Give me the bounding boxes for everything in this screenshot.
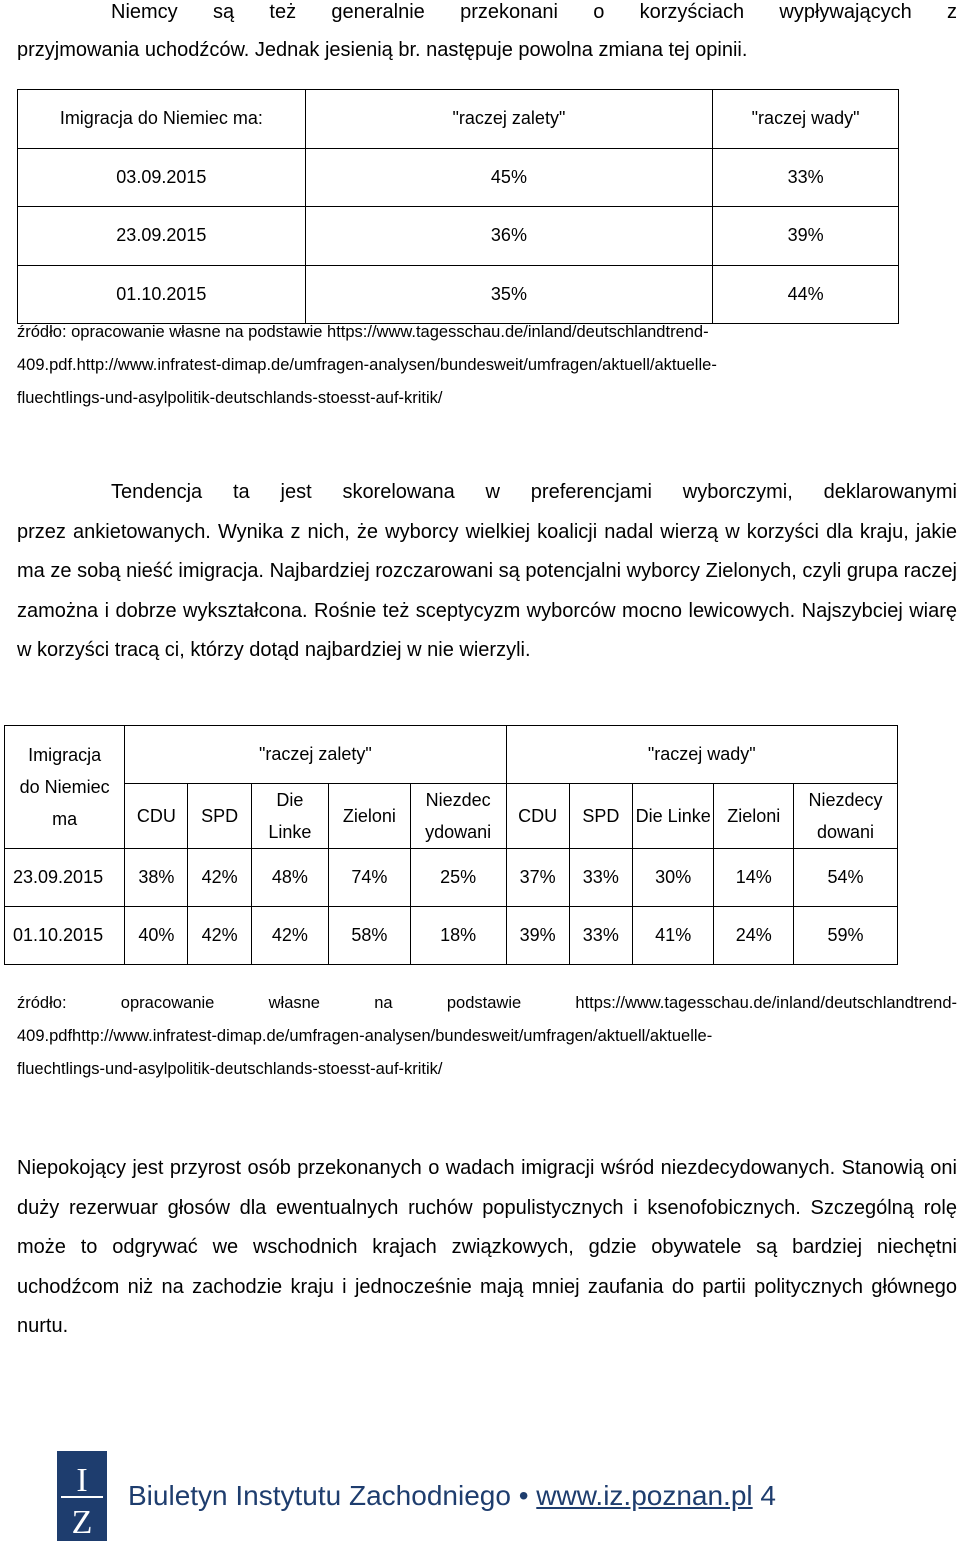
value-cell: 39% [506,907,569,965]
value-cell: 54% [793,849,897,907]
table-subheader-row [5,784,898,849]
source-line: źródło: opracowanie własne na podstawie https://www.tagesschau.de/inland/deutschlandtrend- [17,323,709,341]
group-header-pros: "raczej zalety" [125,726,506,784]
footer-title: Biuletyn Instytutu Zachodniego [128,1480,511,1511]
source-line: źródło: opracowanie własne na podstawie https://www.tagesschau.de/inland/deutschlandtrend- [17,994,957,1012]
source-line: 409.pdf.http://www.infratest-dimap.de/umfragen-analysen/bundesweit/umfragen/aktuell/aktuelle- [17,356,717,374]
value-cell: 44% [713,265,899,324]
date-cell: 01.10.2015 [18,265,306,324]
table-row [18,148,899,207]
table-header-cell: "raczej wady" [713,90,899,149]
value-cell: 59% [793,907,897,965]
website-link[interactable]: www.iz.poznan.pl [536,1480,753,1511]
value-cell: 45% [305,148,712,207]
value-cell: 48% [251,849,328,907]
value-cell: 14% [714,849,794,907]
party-preferences-table [4,725,898,965]
party-cell: SPD [188,784,251,849]
value-cell: 24% [714,907,794,965]
party-cell: CDU [125,784,188,849]
table-header-cell: Imigracja do Niemiec ma: [18,90,306,149]
tendency-first-line: Tendencja ta jest skorelowana w preferencjami wyborczymi, deklarowanymi [111,481,957,503]
table-row [5,849,898,907]
tendency-body: przez ankietowanych. Wynika z nich, że wyborcy wielkiej koalicji nadal wierzą w korzyści dla kraju, jakie ma ze sobą nieść imigracja. Najbardziej rozczarowani są potencjalni wyborcy Zielonych, czyli grupa raczej zamożna i dobrze wykształcona. Rośnie też sceptycyzm wyborców mocno lewicowych. Najszybciej wiarę w korzyści tracą ci, którzy dotąd najbardziej w nie wierzyli. [17,520,957,661]
table-header-cell: "raczej zalety" [305,90,712,149]
date-cell: 23.09.2015 [18,207,306,266]
date-cell: 01.10.2015 [5,907,125,965]
value-cell: 41% [632,907,714,965]
table-row [5,907,898,965]
corner-cell [5,726,125,849]
value-cell: 39% [713,207,899,266]
value-cell: 25% [410,849,506,907]
party-cell: SPD [569,784,632,849]
source-line: fluechtlings-und-asylpolitik-deutschlands-stoesst-auf-kritik/ [17,1060,443,1078]
value-cell: 58% [329,907,411,965]
corner-line: Imigracja [28,745,102,765]
intro-paragraph [17,0,957,70]
party-cell: Zieloni [714,784,794,849]
footer-bullet: • [518,1480,529,1511]
table-row [18,207,899,266]
table-group-header-row [5,726,898,784]
value-cell: 42% [188,849,251,907]
value-cell: 37% [506,849,569,907]
svg-text:Z: Z [71,1504,93,1541]
group-header-cons: "raczej wady" [506,726,897,784]
value-cell: 38% [125,849,188,907]
party-cell: Die Linke [251,784,328,849]
value-cell: 42% [188,907,251,965]
date-cell: 03.09.2015 [18,148,306,207]
value-cell: 74% [329,849,411,907]
intro-line-1: Niemcy są też generalnie przekonani o korzyściach wypływających z [111,1,957,23]
party-cell: CDU [506,784,569,849]
party-cell: Die Linke [632,784,714,849]
value-cell: 36% [305,207,712,266]
value-cell: 42% [251,907,328,965]
source-note-1 [17,316,957,415]
table-header-row [18,90,899,149]
source-note-2 [17,987,957,1086]
iz-logo-icon [57,1451,107,1541]
footer-bar [128,1476,776,1516]
source-line: 409.pdfhttp://www.infratest-dimap.de/umfragen-analysen/bundesweit/umfragen/aktuell/aktuelle- [17,1027,713,1045]
value-cell: 35% [305,265,712,324]
concern-paragraph: Niepokojący jest przyrost osób przekonanych o wadach imigracji wśród niezdecydowanych. Stanowią oni duży rezerwuar głosów dla ewentualnych ruchów populistycznych i ksenofobicznych. Szczególną rolę może to odgrywać we wschodnich krajach związkowych, gdzie obywatele są bardziej niechętni uchodźcom niż na zachodzie kraju i jednocześnie mają mniej zaufania do partii politycznych głównego nurtu. [17,1157,957,1337]
value-cell: 18% [410,907,506,965]
source-line: fluechtlings-und-asylpolitik-deutschlands-stoesst-auf-kritik/ [17,389,443,407]
party-cell: Niezdec ydowani [410,784,506,849]
corner-line: ma [52,809,78,829]
value-cell: 33% [569,849,632,907]
page-number: 4 [760,1480,776,1511]
intro-line-2: przyjmowania uchodźców. Jednak jesienią br. następuje powolna zmiana tej opinii. [17,38,748,61]
value-cell: 30% [632,849,714,907]
corner-line: do Niemiec [19,777,110,797]
value-cell: 33% [713,148,899,207]
svg-text:I: I [76,1462,88,1499]
institute-logo [57,1451,107,1541]
value-cell: 40% [125,907,188,965]
party-cell: Niezdecy dowani [793,784,897,849]
value-cell: 33% [569,907,632,965]
party-cell: Zieloni [329,784,411,849]
date-cell: 23.09.2015 [5,849,125,907]
table-row [18,265,899,324]
opinion-table [17,89,899,324]
tendency-paragraph [17,473,957,671]
